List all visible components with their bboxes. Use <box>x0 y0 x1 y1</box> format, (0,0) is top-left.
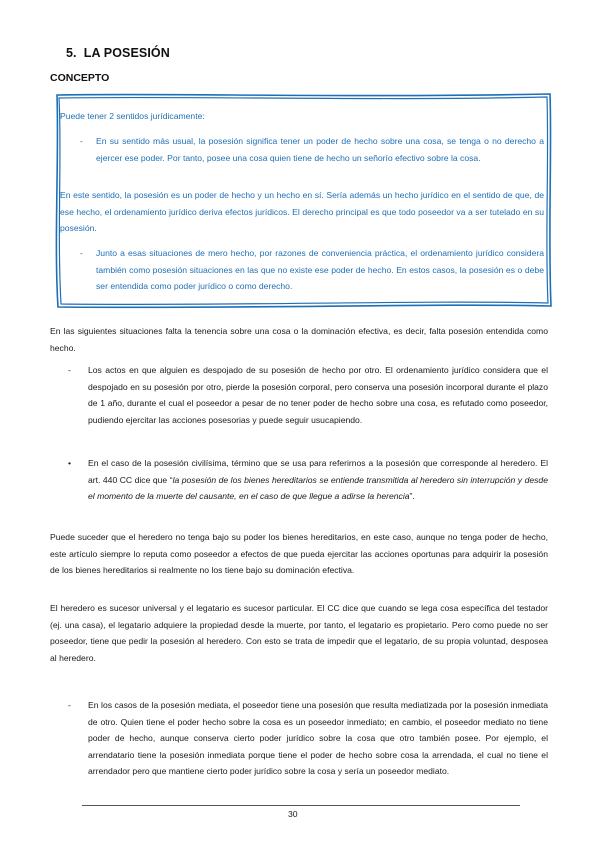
paragraph-1: En las siguientes situaciones falta la tenencia sobre una cosa o la dominación efectiva, es decir, falta posesión entendida como hecho. <box>50 326 548 353</box>
box-item2-text: Junto a esas situaciones de mero hecho, por razones de conveniencia práctica, el ordenamiento jurídico considera también como posesión situaciones en las que no existe ese poder de hecho. En estos casos, la posesión es o debe ser entendida como poder jurídico o como derecho. <box>96 248 544 292</box>
list3-text: En los casos de la posesión mediata, el poseedor tiene una posesión que resulta mediatizada por la posesión inmediata de otro. Quien tiene el poder hecho sobre la cosa es un poseedor inmediato; en cambio, el poseedor mediato no tiene poder de hecho, aunque conserva cierto poder jurídico sobre la cosa que otro también posee. Por ejemplo, el arrendatario tiene la posesión inmediata porque tiene el poder de hecho sobre cosa la arrendada, el cual no tiene el arrendador pero que mantiene cierto poder jurídico sobre la cosa y sería un poseedor mediato. <box>88 700 548 777</box>
section-title: LA POSESIÓN <box>83 46 170 60</box>
list3-marker: - <box>68 700 71 710</box>
paragraph-2: Puede suceder que el heredero no tenga bajo su poder los bienes hereditarios, en este caso, aunque no tenga poder de hecho, este artículo siempre lo reputa como poseedor a efectos de que pueda ejercitar las acciones oportunas para adquirir la posesión de los bienes hereditarios si realmente no los tiene bajo su dominación efectiva. <box>50 532 548 576</box>
box-item1-text: En su sentido más usual, la posesión significa tener un poder de hecho sobre una cosa, se tenga o no derecho a ejercer ese poder. Por tanto, posee una cosa quien tiene de hecho un señorío efectivo sobre la cosa. <box>96 136 544 163</box>
list1-marker: - <box>68 365 71 375</box>
page-number: 30 <box>288 809 298 819</box>
article-quote: la posesión de los bienes hereditarios se entiende transmitida al heredero sin interrupción y desde el momento de la muerte del causante, en el caso de que llegue a adirse la herencia <box>88 474 548 502</box>
box-item1-marker: - <box>80 136 83 146</box>
list2-text <box>88 455 548 505</box>
list2-text-before: En el caso de la posesión civilísima, término que se usa para referirnos a la posesión que corresponde al heredero. El art. 440 CC dice que “ <box>88 458 548 485</box>
box-paragraph: En este sentido, la posesión es un poder de hecho y un hecho en sí. Sería además un hecho jurídico en el sentido de que, de ese hecho, el ordenamiento jurídico deriva efectos jurídicos. El derecho principal es que todo poseedor va a ser tutelado en su posesión. <box>60 190 544 234</box>
list2-marker: • <box>68 458 72 468</box>
list1-text: Los actos en que alguien es despojado de su posesión de hecho por otro. El ordenamiento jurídico considera que el despojado en su posesión por otro, pierde la posesión corporal, pero conserva una posesión incorporal durante el plazo de 1 año, durante el cual el poseedor a pesar de no tener poder de hecho sobre una cosa, es refutado como poseedor, pudiendo ejercitar las acciones posesorias y puede seguir usucapiendo. <box>88 365 548 425</box>
box-item2-marker: - <box>80 248 83 258</box>
list2-text-after: ”. <box>409 491 415 502</box>
section-number: 5. <box>66 46 77 60</box>
subsection-heading: CONCEPTO <box>50 72 110 84</box>
box-intro: Puede tener 2 sentidos jurídicamente: <box>60 111 205 121</box>
paragraph-3: El heredero es sucesor universal y el legatario es sucesor particular. El CC dice que cuando se lega cosa específica del testador (ej. una casa), el legatario adquiere la propiedad desde la muerte, por tanto, el legatario es propietario. Pero como puede no ser poseedor, tiene que pedir la posesión al heredero. Con esto se trata de impedir que el legatario, de su propia voluntad, desposea al heredero. <box>50 603 548 663</box>
section-heading <box>66 46 170 60</box>
footer-divider <box>82 805 520 806</box>
